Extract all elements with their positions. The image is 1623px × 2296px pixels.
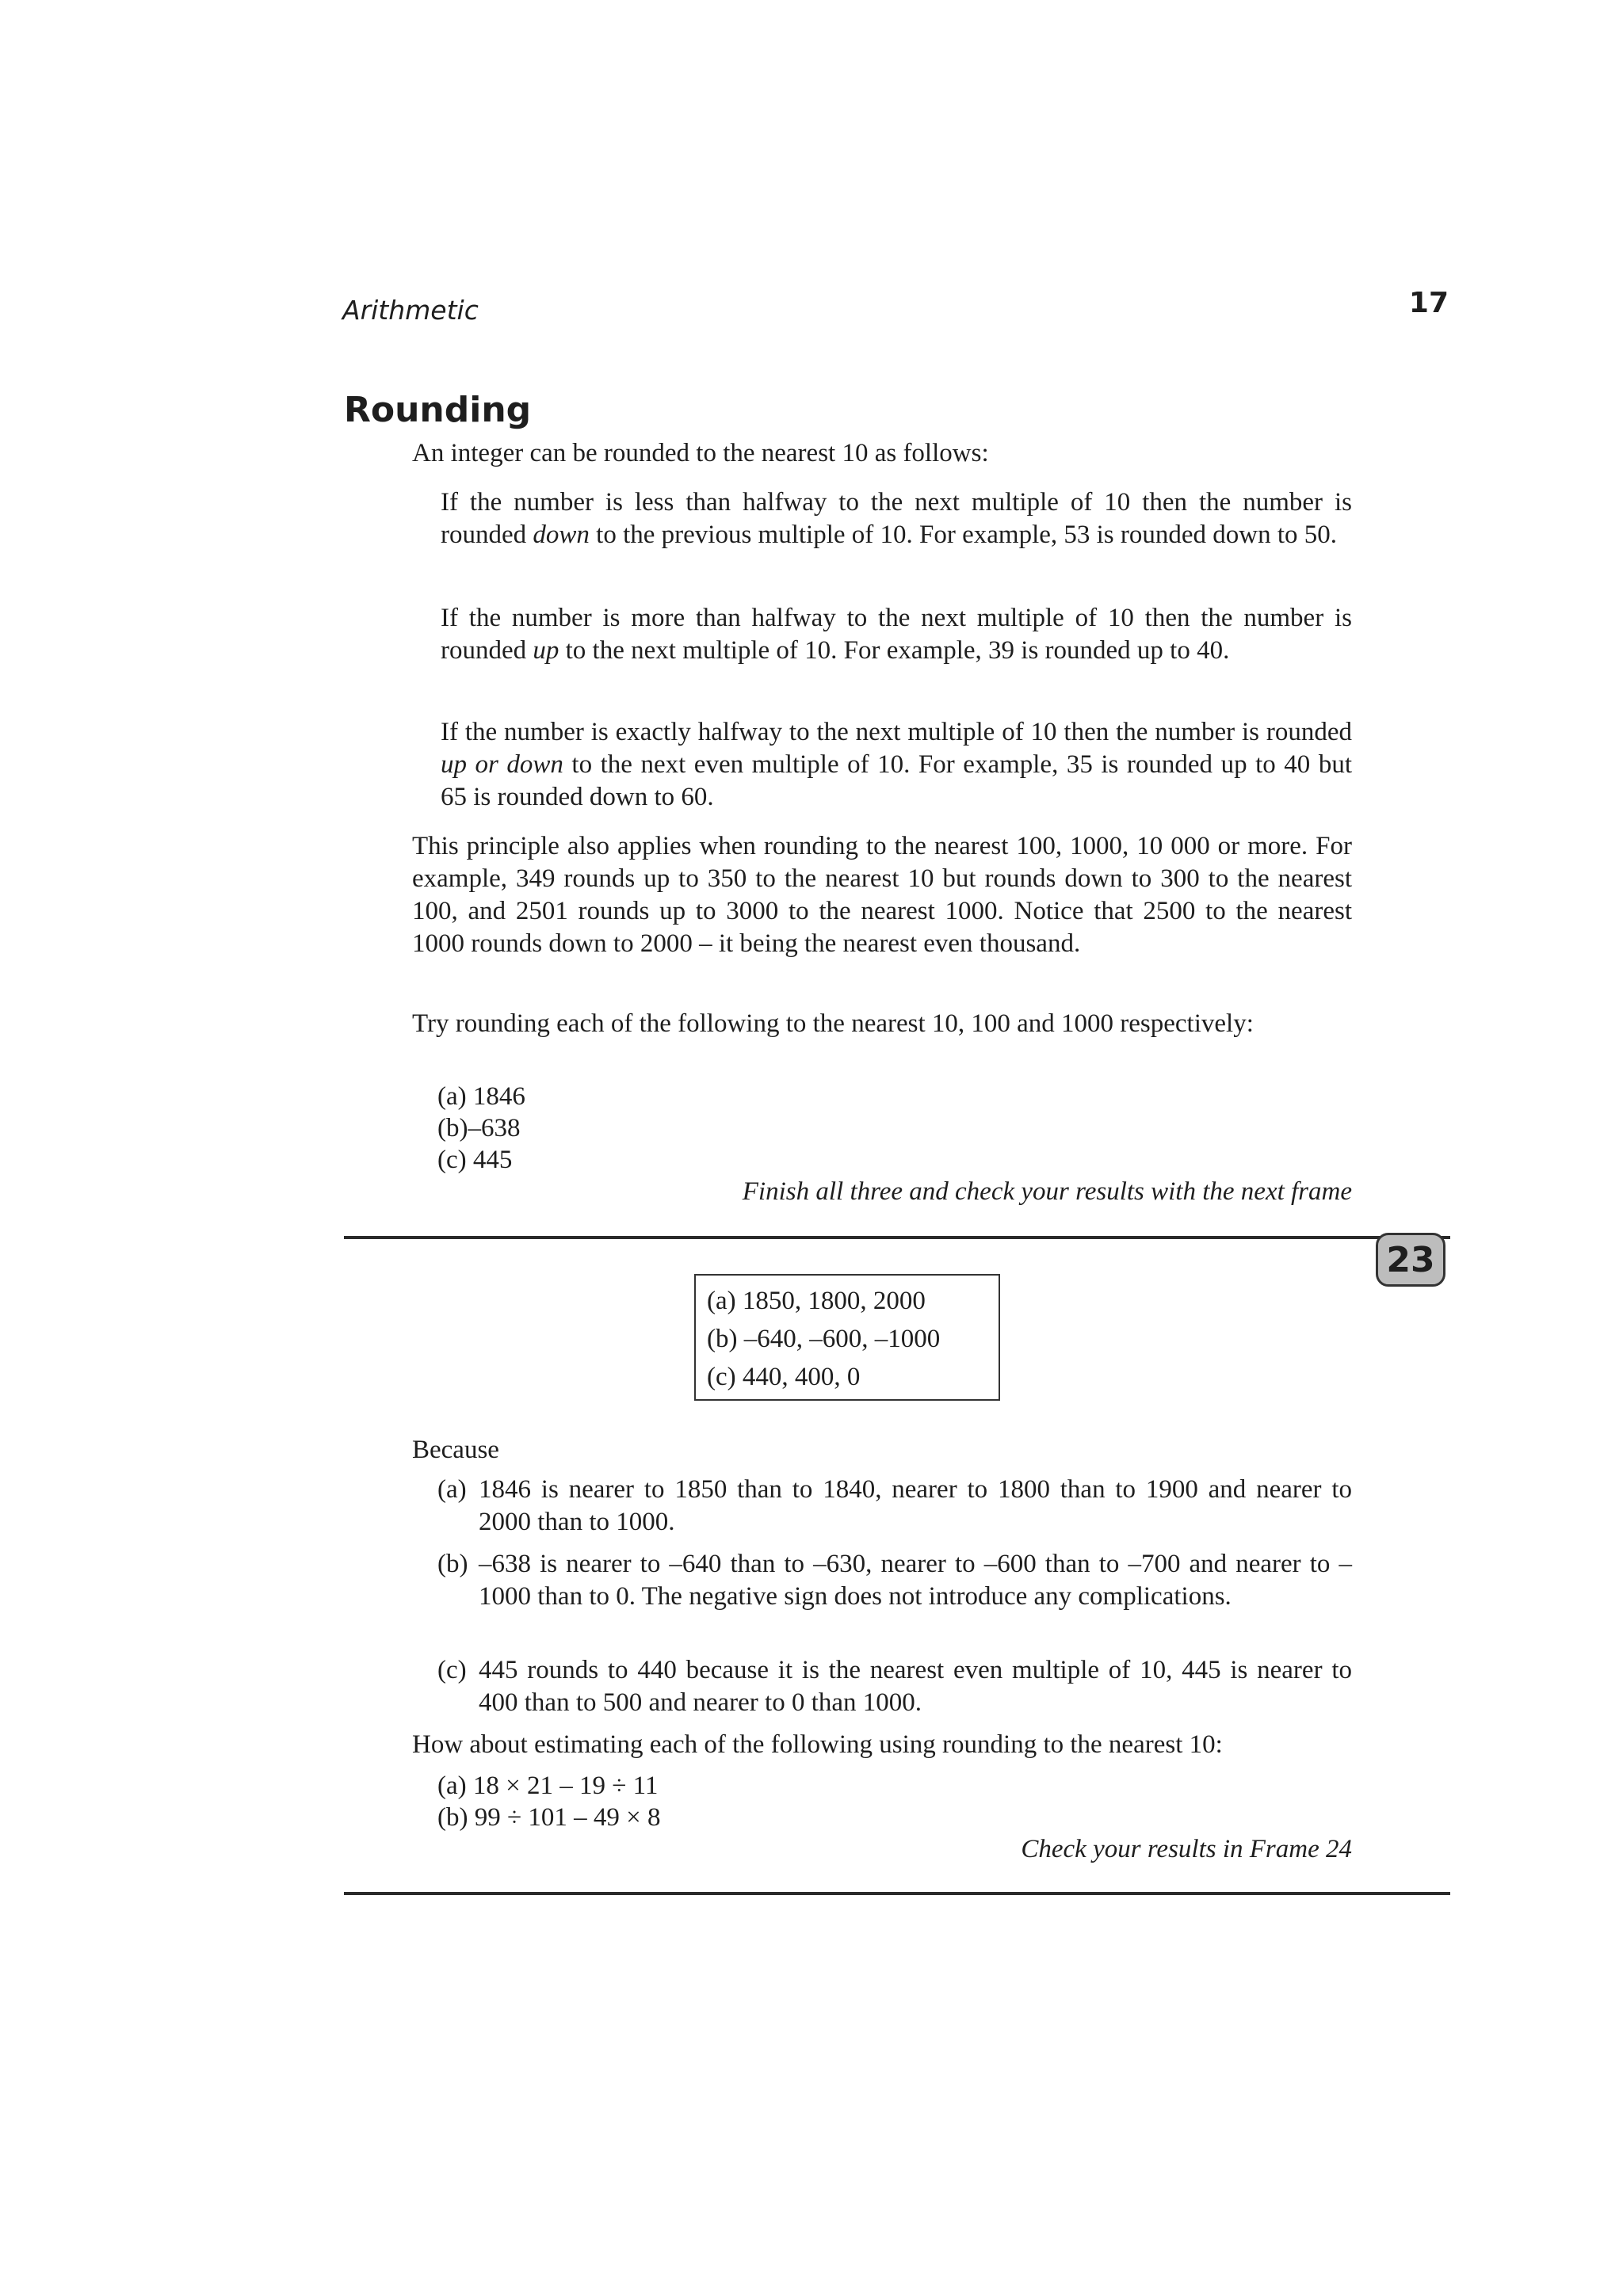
exercise-item: (b)–638 [437, 1114, 521, 1142]
frame-divider [344, 1236, 1450, 1239]
principle-paragraph: This principle also applies when rounding to the nearest 100, 1000, 10 000 or more. For example, 349 rounds up to 350 to the nearest 10 but rounds down to 300 to the nearest 100, and 2501 rounds up to 3000 to the nearest 1000. Notice that 2500 to the nearest 1000 rounds down to 2000 – it being the nearest even thousand. [412, 832, 1352, 958]
rule-text: to the next even multiple of 10. For example, 35 is rounded up to 40 but 65 is rounded down to 60. [441, 750, 1352, 811]
explanation-label: (b) [437, 1550, 468, 1578]
explanation-text: –638 is nearer to –640 than to –630, nearer to –600 than to –700 and nearer to –1000 than to 0. The negative sign does not introduce any complications. [479, 1550, 1352, 1611]
rule-emphasis: down [533, 521, 590, 549]
explanation-item [437, 1548, 1352, 1613]
try-paragraph: Try rounding each of the following to the nearest 10, 100 and 1000 respectively: [412, 1009, 1254, 1038]
rule-text: If the number is less than halfway to the next multiple of 10 then the number is rounded [441, 488, 1352, 549]
explanation-label: (c) [437, 1656, 467, 1684]
explanation-text: 1846 is nearer to 1850 than to 1840, nearer to 1800 than to 1900 and nearer to 2000 than to 1000. [479, 1475, 1352, 1536]
next-frame-note: Finish all three and check your results with the next frame [742, 1177, 1352, 1206]
frame-end-divider [344, 1892, 1450, 1895]
frame-number-badge: 23 [1376, 1233, 1445, 1287]
estimate-item: (a) 18 × 21 – 19 ÷ 11 [437, 1772, 659, 1800]
estimate-prompt: How about estimating each of the following using rounding to the nearest 10: [412, 1730, 1223, 1759]
rounding-rule-up [441, 602, 1352, 667]
answer-box [694, 1274, 1000, 1401]
rounding-rule-halfway [441, 716, 1352, 814]
rule-emphasis: up [533, 636, 559, 665]
rounding-rule-down [441, 486, 1352, 551]
exercise-item: (c) 445 [437, 1146, 513, 1174]
explanation-item [437, 1474, 1352, 1539]
intro-text: An integer can be rounded to the nearest 10 as follows: [412, 439, 989, 467]
rule-emphasis: up or down [441, 750, 563, 779]
estimate-item: (b) 99 ÷ 101 – 49 × 8 [437, 1803, 661, 1832]
rule-text: to the previous multiple of 10. For example, 53 is rounded down to 50. [589, 521, 1338, 549]
page-number: 17 [1408, 287, 1449, 319]
check-results-note: Check your results in Frame 24 [1021, 1835, 1352, 1863]
answer-line: (b) –640, –600, –1000 [707, 1325, 941, 1353]
answer-line: (c) 440, 400, 0 [707, 1363, 861, 1391]
section-title: Rounding [344, 390, 532, 430]
explanation-text: 445 rounds to 440 because it is the nearest even multiple of 10, 445 is nearer to 400 than to 500 and nearer to 0 than 1000. [479, 1656, 1352, 1717]
answer-line: (a) 1850, 1800, 2000 [707, 1287, 926, 1315]
running-head: Arithmetic [342, 295, 479, 326]
rule-text: If the number is exactly halfway to the next multiple of 10 then the number is rounded [441, 718, 1352, 746]
rule-text: If the number is more than halfway to the next multiple of 10 then the number is rounded [441, 604, 1352, 665]
exercise-item: (a) 1846 [437, 1082, 525, 1111]
explanation-item [437, 1654, 1352, 1719]
because-label: Because [412, 1436, 499, 1464]
explanation-label: (a) [437, 1475, 467, 1504]
rule-text: to the next multiple of 10. For example, 39 is rounded up to 40. [559, 636, 1230, 665]
